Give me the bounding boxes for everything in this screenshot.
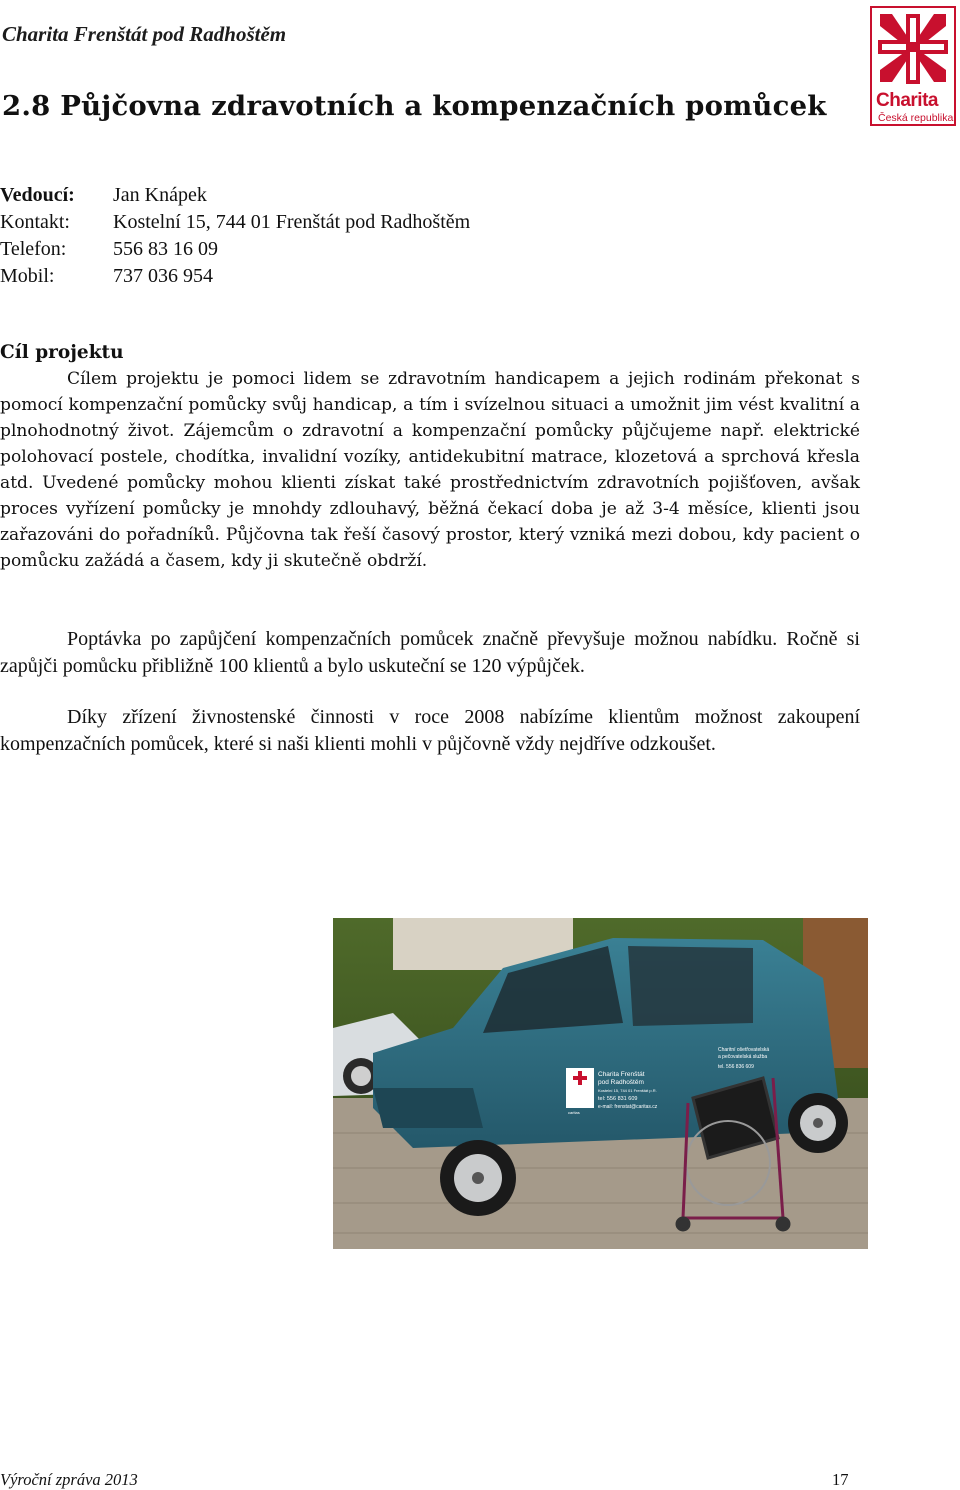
- section-title: 2.8 Půjčovna zdravotních a kompenzačních pomůcek: [2, 90, 827, 122]
- contact-label: Telefon:: [0, 238, 67, 260]
- contact-label: Vedoucí:: [0, 184, 75, 206]
- contact-label: Mobil:: [0, 265, 55, 287]
- van-text-line: caritas: [568, 1110, 580, 1115]
- van-side-text: Charitní ošetřovatelská: [718, 1047, 770, 1053]
- van-side-text: a pečovatelská služba: [718, 1054, 768, 1060]
- van-side-window: [628, 946, 753, 1026]
- van-front-wheel: [440, 1140, 516, 1216]
- org-title: Charita Frenštát pod Radhoštěm: [2, 22, 287, 46]
- logo-subtitle: Česká republika: [878, 112, 954, 124]
- logo-name: Charita: [876, 90, 938, 111]
- van-rear-wheel: [788, 1093, 848, 1153]
- goal-text: Cílem projektu je pomoci lidem se zdravotním handicapem a jejich rodinám překonat s pomocí kompenzační pomůcky svůj handicap, a tím i svízelnou situaci a umožnit jim vést kvalitní a plnohodnotný život. Zájemcům o zdravotní a kompenzační pomůcky půjčujeme např. elektrické polohovací postele, chodítka, invalidní vozíky, antidekubitní matrace, klozetová a sprchová křesla atd. Uvedené pomůcky mohou klienti získat také prostřednictvím zdravotních pojišťoven, avšak proces vyřízení pomůcky je mnohdy zdlouhavý, běžná čekací doba je až 3-4 měsíce, klienti jsou zařazováni do pořadníků. Půjčovna tak řeší časový prostor, který vzniká mezi dobou, kdy pacient o pomůcku zažádá a časem, kdy ji skutečně obdrží.: [0, 369, 860, 571]
- van-text-line: Kostelní 15, 744 01 Frenštát p.R.: [598, 1088, 657, 1093]
- van-photo: [333, 918, 868, 1249]
- contact-row-mobile: [0, 263, 470, 290]
- contact-block: [0, 182, 470, 290]
- demand-paragraph: [0, 626, 860, 680]
- goal-heading: Cíl projektu: [0, 342, 124, 363]
- sales-paragraph: [0, 704, 860, 758]
- contact-value: Jan Knápek: [113, 184, 207, 206]
- contact-row-leader: [0, 182, 470, 209]
- van-side-text: tel. 556 836 609: [718, 1064, 754, 1070]
- charita-cross-icon: [872, 8, 954, 88]
- contact-value: 737 036 954: [113, 265, 213, 287]
- goal-paragraph: [0, 366, 860, 574]
- van-text-line: pod Radhoštěm: [598, 1079, 644, 1086]
- charita-logo: [870, 6, 956, 126]
- footer-page-number: 17: [832, 1470, 849, 1489]
- footer-report-title: Výroční zpráva 2013: [0, 1470, 138, 1489]
- contact-row-address: [0, 209, 470, 236]
- sales-text: Díky zřízení živnostenské činnosti v roce 2008 nabízíme klientům možnost zakoupení kompenzačních pomůcek, které si naši klienti mohli v půjčovně vždy nejdříve odzkoušet.: [0, 706, 860, 755]
- van-text-line: e-mail: frenstat@caritas.cz: [598, 1104, 658, 1110]
- van-bumper: [373, 1088, 483, 1128]
- van-text-line: Charita Frenštát: [598, 1071, 645, 1078]
- van-text-line: tel: 556 831 609: [598, 1096, 638, 1102]
- contact-value: 556 83 16 09: [113, 238, 218, 260]
- demand-text: Poptávka po zapůjčení kompenzačních pomůcek značně převyšuje možnou nabídku. Ročně si zapůjči pomůcku přibližně 100 klientů a bylo uskuteční se 120 výpůjček.: [0, 628, 860, 677]
- contact-row-phone: [0, 236, 470, 263]
- contact-label: Kontakt:: [0, 211, 70, 233]
- contact-value: Kostelní 15, 744 01 Frenštát pod Radhoštěm: [113, 211, 471, 233]
